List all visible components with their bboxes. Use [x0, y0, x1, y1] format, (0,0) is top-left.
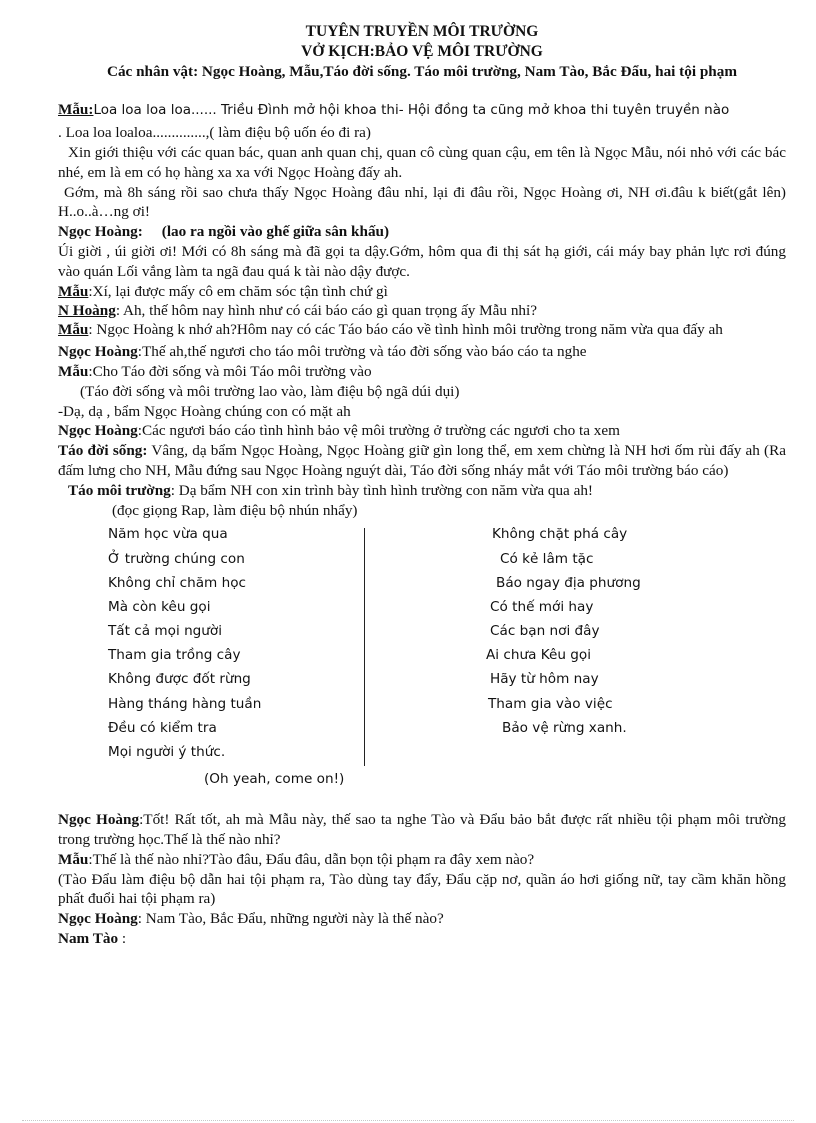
dialogue-text: :Tốt! Rất tốt, ah mà Mẫu này, thế sao ta nghe Tào và Đẩu bảo bắt được rất nhiều tội phạm môi trường trong trường học.Thế là thế nào nhỉ? [58, 811, 787, 848]
speaker-ngoc-hoang: Ngọc Hoàng [58, 910, 138, 928]
paragraph-8 [58, 301, 786, 321]
paragraph-15 [58, 441, 786, 481]
character-list: Các nhân vật: Ngọc Hoàng, Mẫu,Táo đời sống. Táo môi trường, Nam Tào, Bắc Đẩu, hai tội phạm [107, 62, 737, 80]
paragraph-12: (Táo đời sống và môi trường lao vào, làm điệu bộ ngã dúi dụi) [80, 382, 460, 400]
speaker-mau: Mẫu [58, 282, 89, 300]
paragraph-10 [58, 342, 786, 362]
poem-line: Không được đốt rừng [108, 671, 251, 688]
dialogue-text: : Dạ bẩm NH con xin trình bày tình hình trường con năm vừa qua ah! [170, 481, 593, 499]
paragraph-18 [58, 810, 786, 850]
paragraph-5 [58, 222, 786, 242]
dialogue-text: :Các ngươi báo cáo tình hình bảo vệ môi trường ở trường các ngươi cho ta xem [137, 422, 620, 440]
dialogue-text: :Cho Táo đời sống và môi Táo môi trường vào [88, 362, 372, 380]
dialogue-text: : Ah, thế hôm nay hình như có cái báo cáo gì quan trọng ấy Mẫu nhỉ? [115, 302, 537, 320]
poem-line: Tất cả mọi người [108, 623, 223, 640]
dialogue-text: :Thế ah,thế ngươi cho táo môi trường và táo đời sống vào báo cáo ta nghe [137, 343, 587, 361]
speaker-mau: Mẫu [58, 850, 89, 868]
poem-line: Mọi người ý thức. [108, 744, 226, 761]
dialogue-text: : Nam Tào, Bắc Đẩu, những người này là thế nào? [137, 910, 444, 928]
paragraph-2: . Loa loa loaloa..............,( làm điệu bộ uốn éo đi ra) [58, 124, 371, 142]
speaker-ngoc-hoang: Ngọc Hoàng: [58, 223, 143, 241]
dialogue-text: : [118, 929, 127, 947]
paragraph-11 [58, 362, 786, 382]
poem-line: Hàng tháng hàng tuần [108, 695, 262, 712]
poem-line: Ở trường chúng con [108, 550, 245, 567]
page-bottom-divider [22, 1120, 794, 1121]
paragraph-21 [58, 909, 786, 929]
paragraph-19 [58, 850, 786, 870]
speaker-mau: Mẫu [58, 362, 89, 380]
paragraph-1 [58, 100, 786, 121]
speaker-ngoc-hoang: Ngọc Hoàng [58, 811, 140, 829]
poem-right-column [484, 522, 641, 740]
dialogue-text: Vâng, dạ bẩm Ngọc Hoàng, Ngọc Hoàng giữ gìn long thể, em xem chừng là NH hơi ốm rùi đấy ah (Ra đấm lưng cho NH, Mẫu đứng sau Ngọc Hoàng nguýt dài, Táo đời sống nháy mắt với Táo môi trường báo cáo) [58, 442, 786, 479]
paragraph-14 [58, 421, 786, 441]
poem-divider [364, 528, 365, 766]
dialogue-text: :Thế là thế nào nhỉ?Tào đâu, Đẩu đâu, dẫn bọn tội phạm ra đây xem nào? [88, 850, 535, 868]
stage-direction: (lao ra ngồi vào ghế giữa sân khấu) [161, 223, 390, 241]
poem-line: Tham gia vào việc [488, 695, 613, 712]
poem-line: Bảo vệ rừng xanh. [502, 719, 627, 736]
poem-left-column [108, 522, 261, 764]
paragraph-6: Úi giời , úi giời ơi! Mới có 8h sáng mà đã gọi ta dậy.Gớm, hôm qua đi thị sát hạ giới, cái máy bay phản lực rơi đúng vào quán Lối vắng làm ta ngã đau quá k tài nào dậy được. [58, 242, 786, 280]
paragraph-3: Xin giới thiệu với các quan bác, quan anh quan chị, quan cô cùng quan cậu, em tên là Ngọc Mẫu, nói nhỏ với các bác nhé, em là em có họ hàng xa xa với Ngọc Hoàng đấy ah. [58, 143, 786, 181]
poem-line: Mà còn kêu gọi [108, 598, 211, 615]
poem-line: Các bạn nơi đây [490, 623, 600, 640]
dialogue-text: Loa loa loa loa...... Triều Đình mở hội khoa thi- Hội đồng ta cũng mở khoa thi tuyên truyền nào [93, 102, 730, 119]
poem-line: Hãy từ hôm nay [490, 671, 599, 688]
document-page [58, 22, 786, 949]
poem-line: Không chỉ chăm học [108, 574, 246, 591]
paragraph-16 [58, 481, 786, 501]
poem-line: Không chặt phá cây [492, 526, 628, 543]
dialogue-text: :Xí, lại được mấy cô em chăm sóc tận tình chứ gì [88, 282, 388, 300]
speaker-ngoc-hoang: Ngọc Hoàng [58, 343, 138, 361]
paragraph-4: Gớm, mà 8h sáng rồi sao chưa thấy Ngọc Hoàng đâu nhỉ, lại đi đâu rồi, Ngọc Hoàng ơi, NH ơi.đâu k biết(gắt lên) H..o..à…ng ơi! [58, 183, 786, 221]
speaker-mau: Mẫu [58, 321, 89, 339]
speaker-nam-tao: Nam Tào [58, 929, 119, 947]
title-line-1: TUYÊN TRUYỀN MÔI TRƯỜNG [305, 23, 539, 40]
paragraph-17: (đọc giọng Rap, làm điệu bộ nhún nhẩy) [112, 501, 358, 519]
poem-ending: (Oh yeah, come on!) [204, 771, 345, 788]
speaker-ngoc-hoang: Ngọc Hoàng [58, 422, 138, 440]
poem-line: Có thế mới hay [490, 598, 594, 615]
speaker-tao-doi-song: Táo đời sống: [58, 442, 148, 460]
title-line-2: VỞ KỊCH:BẢO VỆ MÔI TRƯỜNG [301, 42, 543, 60]
speaker-n-hoang: N Hoàng [58, 302, 116, 320]
poem-line: Đều có kiểm tra [108, 719, 217, 736]
poem-line: Tham gia trồng cây [108, 647, 241, 664]
paragraph-9 [58, 321, 786, 338]
paragraph-7 [58, 282, 786, 302]
speaker-tao-moi-truong: Táo môi trường [68, 481, 171, 499]
poem-line: Có kẻ lâm tặc [500, 550, 594, 567]
rap-poem [58, 522, 786, 772]
paragraph-20: (Tào Đẩu làm điệu bộ dẫn hai tội phạm ra, Tào dùng tay đẩy, Đẩu cặp nơ, quần áo hơi giống nữ, tay cầm khăn hồng phất đuổi hai tội phạm ra) [58, 870, 786, 908]
paragraph-13: -Dạ, dạ , bẩm Ngọc Hoàng chúng con có mặt ah [58, 402, 351, 420]
poem-line: Ai chưa Kêu gọi [486, 647, 592, 664]
poem-line: Báo ngay địa phương [496, 574, 641, 591]
speaker-mau: Mẫu: [58, 101, 94, 119]
paragraph-22 [58, 929, 786, 949]
dialogue-text: : Ngọc Hoàng k nhớ ah?Hôm nay có các Táo báo cáo về tình hình môi trường trong năm vừa qua đấy ah [88, 321, 723, 339]
poem-line: Năm học vừa qua [108, 526, 228, 543]
